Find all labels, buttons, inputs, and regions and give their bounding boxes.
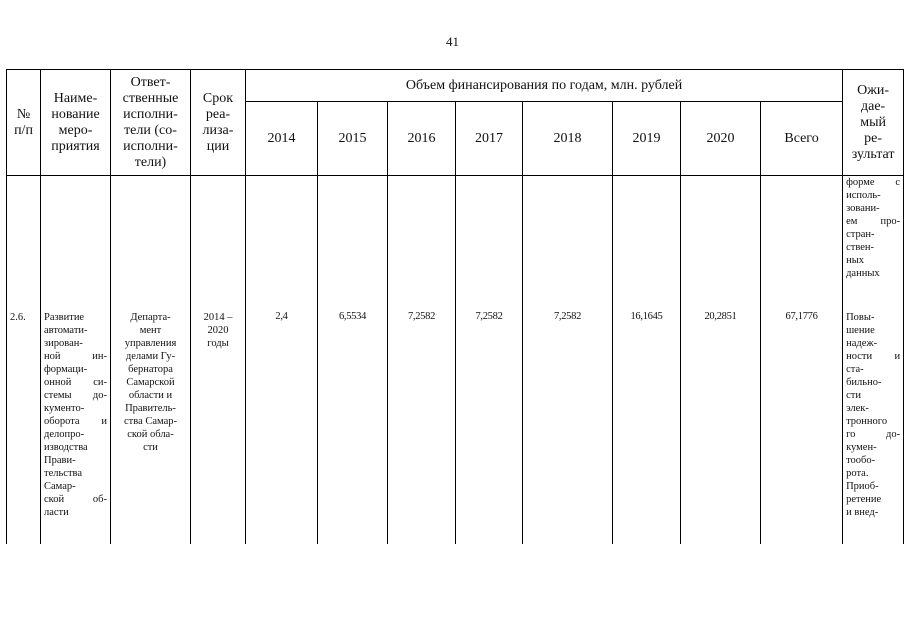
text-line: нование [51, 106, 100, 122]
text-line: исполни- [123, 106, 178, 122]
row-responsible-text [114, 311, 187, 454]
header-number-text [9, 107, 38, 139]
header-year-2019: 2019 [613, 102, 681, 176]
text-line: ности и [846, 351, 901, 362]
text-line: 2020 [207, 325, 229, 336]
text-line: бернатора [128, 364, 173, 375]
header-year-2016: 2016 [388, 102, 456, 176]
text-line: шение [846, 325, 875, 336]
text-line: изводства [44, 442, 88, 453]
row-result-text [846, 311, 900, 519]
text-line: управления [124, 338, 177, 349]
header-year-2020: 2020 [681, 102, 761, 176]
text-line: ственные [122, 90, 179, 106]
text-line: Повы- [846, 312, 875, 323]
header-term-text [193, 91, 243, 155]
row-value-2019: 16,1645 [613, 307, 681, 544]
text-line: Приоб- [846, 481, 879, 492]
row-value-2020: 20,2851 [681, 307, 761, 544]
header-term [191, 70, 246, 176]
text-line: зирован- [44, 338, 83, 349]
row-result [843, 307, 904, 544]
row-name-text [44, 311, 107, 519]
row-value-2014: 2,4 [246, 307, 318, 544]
continuation-result-text [846, 176, 900, 280]
row-value-2016: 7,2582 [388, 307, 456, 544]
text-line: исполни- [123, 138, 178, 154]
text-line: Прави- [44, 455, 76, 466]
header-result [843, 70, 904, 176]
header-year-2014: 2014 [246, 102, 318, 176]
text-line: ции [206, 138, 230, 154]
header-year-2017: 2017 [456, 102, 523, 176]
text-line: элек- [846, 403, 869, 414]
text-line: зовани- [846, 203, 880, 214]
text-line: ской об- [44, 494, 107, 505]
page-number: 41 [446, 34, 459, 49]
header-responsible-text [113, 75, 188, 171]
row-value-2015: 6,5534 [318, 307, 388, 544]
text-line: исполь- [846, 190, 881, 201]
text-line: Самар- [44, 481, 76, 492]
header-result-text [845, 83, 901, 163]
text-line: форме с [846, 177, 901, 188]
row-term [191, 307, 246, 544]
text-line: Развитие [44, 312, 85, 323]
text-line: и внед- [846, 507, 879, 518]
text-line: № [16, 106, 31, 122]
row-value-2017: 7,2582 [456, 307, 523, 544]
row-name [41, 307, 111, 544]
text-line: тронного [846, 416, 888, 427]
text-line: дае- [860, 98, 886, 114]
text-line: сти [846, 390, 861, 401]
row-number: 2.6. [7, 307, 41, 544]
financing-table [6, 69, 904, 544]
text-line: ласти [44, 507, 69, 518]
text-line: ретение [846, 494, 882, 505]
text-line: ной ин- [44, 351, 107, 362]
text-line: Наиме- [53, 90, 98, 106]
header-number [7, 70, 41, 176]
text-line: тельства [44, 468, 83, 479]
text-line: оборота и [44, 416, 107, 427]
text-line: Департа- [130, 312, 171, 323]
row-value-total: 67,1776 [761, 307, 843, 544]
text-line: данных [846, 268, 880, 279]
text-line: ской обла- [127, 429, 174, 440]
text-line: надеж- [846, 338, 878, 349]
text-line: тели) [134, 154, 167, 170]
text-line: приятия [51, 138, 100, 154]
text-line: Ответ- [130, 74, 171, 90]
row-value-2018: 7,2582 [523, 307, 613, 544]
text-line: делопро- [44, 429, 85, 440]
table-row [7, 307, 904, 544]
text-line: бильно- [846, 377, 882, 388]
continuation-row [7, 176, 904, 308]
text-line: 2014 – [203, 312, 233, 323]
text-line: ста- [846, 364, 864, 375]
header-financing-title: Объем финансирования по годам, млн. рублей [246, 70, 843, 102]
text-line: тели (со- [124, 122, 177, 138]
text-line: ем про- [846, 216, 901, 227]
text-line: области и [128, 390, 173, 401]
header-year-2018: 2018 [523, 102, 613, 176]
text-line: годы [207, 338, 229, 349]
text-line: кумен- [846, 442, 877, 453]
text-line: стемы до- [44, 390, 107, 401]
text-line: формаци- [44, 364, 88, 375]
header-name [41, 70, 111, 176]
header-year-2015: 2015 [318, 102, 388, 176]
text-line: Правитель- [125, 403, 176, 414]
text-line: реа- [205, 106, 231, 122]
text-line: стран- [846, 229, 875, 240]
text-line: зультат [851, 146, 895, 162]
text-line: Самарской [126, 377, 175, 388]
text-line: п/п [14, 122, 33, 138]
text-line: го до- [846, 429, 901, 440]
text-line: делами Гу- [125, 351, 176, 362]
header-total: Всего [761, 102, 843, 176]
text-line: рота. [846, 468, 869, 479]
header-responsible [111, 70, 191, 176]
text-line: Срок [202, 90, 234, 106]
text-line: меро- [58, 122, 93, 138]
text-line: ных [846, 255, 865, 266]
text-line: Ожи- [857, 82, 890, 98]
row-responsible [111, 307, 191, 544]
row-term-text [194, 311, 242, 350]
header-name-text [43, 91, 108, 155]
text-line: онной си- [44, 377, 107, 388]
text-line: лиза- [202, 122, 234, 138]
text-line: автомати- [44, 325, 88, 336]
text-line: ствен- [846, 242, 875, 253]
text-line: мый [860, 114, 886, 130]
text-line: ства Самар- [124, 416, 177, 427]
continuation-result [843, 176, 904, 308]
text-line: ре- [864, 130, 883, 146]
text-line: кументо- [44, 403, 85, 414]
text-line: сти [143, 442, 158, 453]
text-line: мент [139, 325, 162, 336]
text-line: тообо- [846, 455, 876, 466]
